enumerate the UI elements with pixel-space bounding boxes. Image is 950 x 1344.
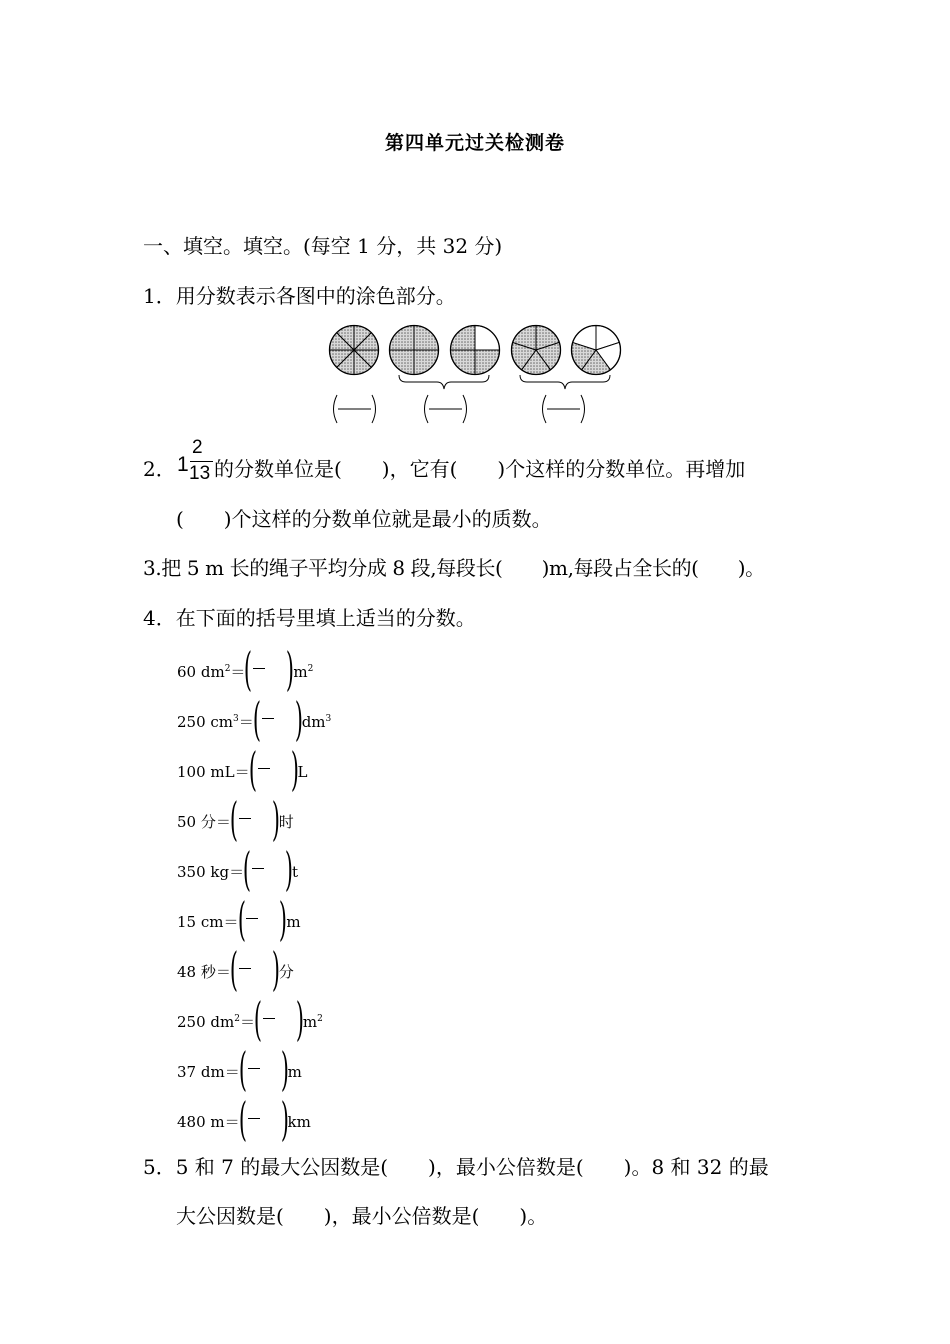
question-2-number: 2． (143, 457, 176, 481)
answer-bracket-2 (425, 395, 467, 423)
conversion-unit: m (302, 1013, 318, 1031)
answer-paren-left: ( (238, 1042, 247, 1096)
conversion-unit: 分 (278, 963, 294, 981)
mixed-denominator: 13 (189, 463, 211, 484)
equals-sign: ＝ (224, 1063, 240, 1081)
equals-sign: ＝ (230, 663, 246, 681)
brace-1 (399, 375, 489, 389)
answer-paren-right: ) (284, 842, 294, 896)
conversion-row (177, 892, 301, 946)
answer-bracket-3 (543, 395, 585, 423)
conversion-unit-exponent: 2 (307, 664, 314, 674)
conversion-left: 250 cm (177, 713, 234, 731)
answer-paren-right: ) (280, 1042, 289, 1096)
equals-sign: ＝ (223, 913, 239, 931)
conversion-unit: t (292, 863, 299, 881)
answer-fraction-bar[interactable] (262, 718, 274, 719)
answer-fraction-bar[interactable] (246, 918, 258, 919)
equals-sign: ＝ (224, 1113, 240, 1131)
equals-sign: ＝ (239, 1013, 255, 1031)
answer-bracket-1 (334, 395, 376, 423)
conversion-row (177, 692, 332, 746)
pie-figure-1 (330, 326, 379, 375)
conversion-left: 480 m (177, 1113, 225, 1131)
page-title: 第四单元过关检测卷 (384, 132, 565, 154)
answer-paren-right: ) (294, 692, 303, 746)
answer-paren-left: ( (243, 842, 252, 896)
question-2-line2: ( )个这样的分数单位就是最小的质数。 (176, 507, 552, 531)
answer-paren-right: ) (295, 992, 304, 1046)
answer-fraction-bar[interactable] (248, 1068, 260, 1069)
equals-sign: ＝ (215, 813, 231, 831)
brace-2 (520, 375, 610, 389)
answer-paren-left: ( (253, 992, 263, 1046)
conversion-left-exponent: 3 (233, 714, 239, 724)
conversion-row (177, 842, 299, 896)
conversion-row (177, 1092, 311, 1146)
question-5-line2: 大公因数是( )，最小公倍数是( )。 (176, 1204, 548, 1228)
conversion-left: 48 秒 (177, 963, 216, 981)
question-4: 4．在下面的括号里填上适当的分数。 (143, 606, 476, 630)
conversion-unit: m (286, 913, 301, 931)
answer-paren-left: ( (244, 642, 253, 696)
conversion-unit: m (293, 663, 308, 681)
answer-paren-right: ) (280, 1092, 289, 1146)
mixed-number (177, 437, 217, 489)
pie-figure-5 (572, 326, 621, 375)
answer-paren-right: ) (271, 942, 280, 996)
mixed-numerator: 2 (192, 437, 203, 458)
answer-paren-left: ( (229, 942, 238, 996)
section-heading: 一、填空。填空。(每空 1 分，共 32 分) (143, 234, 503, 258)
answer-paren-right: ) (279, 892, 288, 946)
question-3: 3.把 5 m 长的绳子平均分成 8 段,每段长( )m,每段占全长的( )。 (143, 556, 765, 580)
answer-fraction-bar[interactable] (252, 868, 264, 869)
conversion-left-exponent: 2 (234, 1014, 240, 1024)
answer-fraction-bar[interactable] (239, 968, 251, 969)
answer-fraction-bar[interactable] (248, 1118, 260, 1119)
equals-sign: ＝ (238, 713, 254, 731)
conversion-row (177, 792, 294, 846)
answer-paren-left: ( (238, 1092, 247, 1146)
pie-figure-3 (451, 326, 500, 375)
conversion-unit: 时 (278, 813, 294, 831)
conversion-left: 50 分 (177, 813, 216, 831)
answer-fraction-bar[interactable] (239, 818, 251, 819)
answer-paren-left: ( (248, 742, 257, 796)
conversion-unit: dm (301, 713, 326, 731)
conversion-row (177, 642, 314, 696)
equals-sign: ＝ (229, 863, 245, 881)
answer-paren-left: ( (229, 792, 238, 846)
pie-figure-4 (512, 326, 561, 375)
conversion-left: 350 kg (177, 863, 230, 881)
conversion-left: 37 dm (177, 1063, 225, 1081)
answer-fraction-bar[interactable] (263, 1018, 275, 1019)
conversion-unit: km (287, 1113, 311, 1131)
conversion-left: 15 cm (177, 913, 224, 931)
conversion-unit-exponent: 2 (317, 1014, 323, 1024)
answer-paren-left: ( (252, 692, 261, 746)
question-2-line1: 的分数单位是( )，它有( )个这样的分数单位。再增加 (214, 457, 746, 481)
equals-sign: ＝ (215, 963, 231, 981)
equals-sign: ＝ (234, 763, 250, 781)
conversion-row (177, 1042, 302, 1096)
question-5-line1: 5．5 和 7 的最大公因数是( )，最小公倍数是( )。8 和 32 的最 (143, 1155, 769, 1179)
answer-paren-right: ) (271, 792, 280, 846)
conversion-left: 100 mL (177, 763, 235, 781)
answer-paren-right: ) (290, 742, 299, 796)
conversion-unit-exponent: 3 (325, 714, 332, 724)
answer-fraction-bar[interactable] (258, 768, 270, 769)
conversion-left: 250 dm (177, 1013, 235, 1031)
answer-paren-right: ) (286, 642, 295, 696)
pie-figure-2 (390, 326, 439, 375)
conversion-left: 60 dm (177, 663, 225, 681)
answer-paren-left: ( (237, 892, 246, 946)
conversion-left-exponent: 2 (224, 664, 231, 674)
question-1: 1．用分数表示各图中的涂色部分。 (143, 284, 456, 308)
fraction-bar (190, 461, 213, 462)
mixed-whole: 1 (177, 453, 189, 476)
conversion-row (177, 742, 308, 796)
conversion-unit: m (287, 1063, 302, 1081)
answer-fraction-bar[interactable] (253, 668, 265, 669)
conversion-row (177, 942, 294, 996)
fraction-figures (320, 320, 630, 430)
conversion-unit: L (297, 763, 308, 781)
conversion-row (177, 992, 323, 1046)
